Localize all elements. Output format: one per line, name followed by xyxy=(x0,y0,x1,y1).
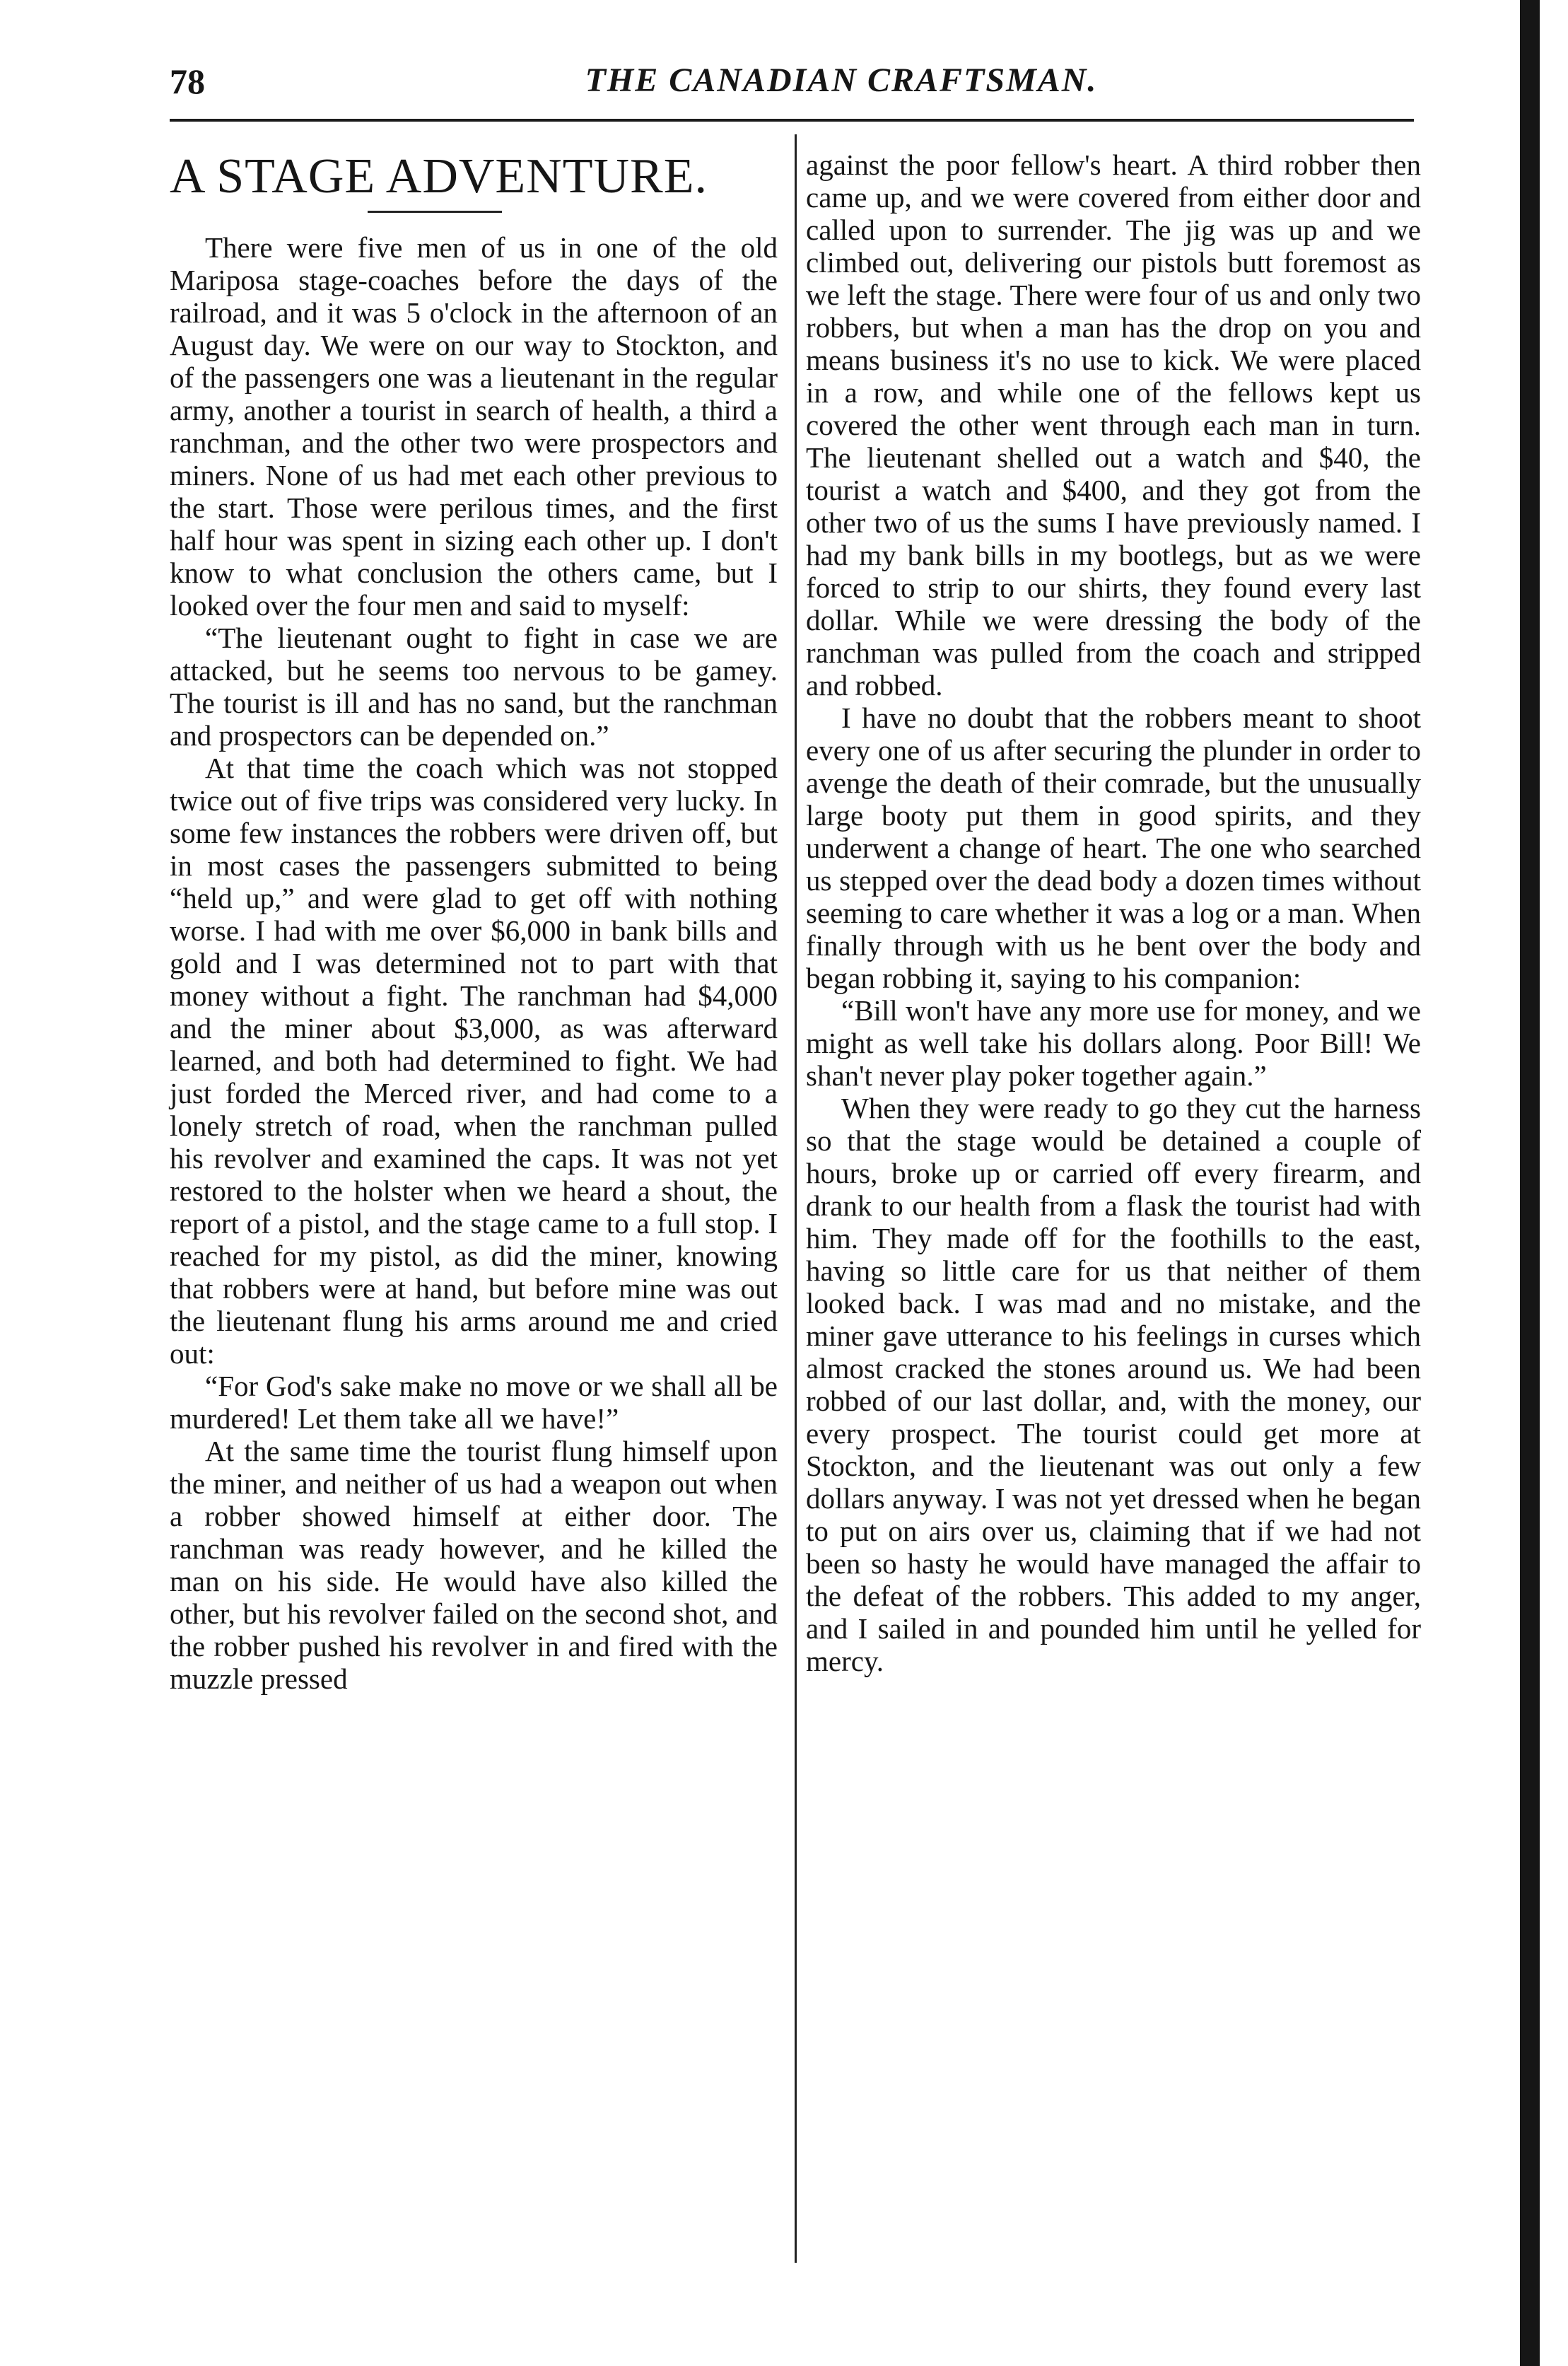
page-number: 78 xyxy=(170,62,205,101)
left-column xyxy=(170,148,778,1695)
paragraph: There were five men of us in one of the old Mariposa stage-coaches before the days of the railroad, and it was 5 o'clock in the afternoon of an August day. We were on our way to Stockton, and of the passengers one was a lieutenant in the regular army, another a tourist in search of health, a third a ranchman, and the other two were prospectors and miners. None of us had met each other previous to the start. Those were perilous times, and the first half hour was spent in sizing each other up. I don't know to what conclusion the others came, but I looked over the four men and said to myself: xyxy=(170,231,778,622)
right-column xyxy=(806,148,1421,1677)
paragraph: At that time the coach which was not stopped twice out of five trips was considered very lucky. In some few instances the robbers were driven off, but in most cases the passengers submitted to being “held up,” and were glad to get off with nothing worse. I had with me over $6,000 in bank bills and gold and I was determined not to part with that money without a fight. The ranchman had $4,000 and the miner about $3,000, as was afterward learned, and both had determined to fight. We had just forded the Merced river, and had come to a lonely stretch of road, when the ranchman pulled his revolver and examined the caps. It was not yet restored to the holster when we heard a shout, the report of a pistol, and the stage came to a full stop. I reached for my pistol, as did the miner, knowing that robbers were at hand, but before mine was out the lieutenant flung his arms around me and cried out: xyxy=(170,752,778,1370)
page-binding-edge xyxy=(1520,0,1540,2366)
paragraph: At the same time the tourist flung himself upon the miner, and neither of us had a weapon out when a robber showed himself at either door. The ranchman was ready however, and he killed the man on his side. He would have also killed the other, but his revolver failed on the second shot, and the robber pushed his revolver in and fired with the muzzle pressed xyxy=(170,1435,778,1695)
page-header xyxy=(170,61,1422,110)
paragraph: When they were ready to go they cut the harness so that the stage would be detained a couple of hours, broke up or carried off every firearm, and drank to our health from a flask the tourist had with him. They made off for the foothills to the east, having so little care for us that neither of them looked back. I was mad and no mistake, and the miner gave utterance to his feelings in curses which almost cracked the stones around us. We had been robbed of our last dollar, and, with the money, our every prospect. The tourist could get more at Stockton, and the lieutenant was out only a few dollars anyway. I was not yet dressed when he began to put on airs over us, claiming that if we had not been so hasty he would have managed the affair to the defeat of the robbers. This added to my anger, and I sailed in and pounded him until he yelled for mercy. xyxy=(806,1092,1421,1677)
article-title: A STAGE ADVENTURE. xyxy=(170,149,708,204)
running-title: THE CANADIAN CRAFTSMAN. xyxy=(585,62,1098,99)
paragraph: “The lieutenant ought to fight in case we are attacked, but he seems too nervous to be gamey. The tourist is ill and has no sand, but the ranchman and prospectors can be depended on.” xyxy=(170,622,778,752)
paragraph-continued: against the poor fellow's heart. A third robber then came up, and we were covered from either door and called upon to surrender. The jig was up and we climbed out, delivering our pistols butt foremost as we left the stage. There were four of us and only two robbers, but when a man has the drop on you and means business it's no use to kick. We were placed in a row, and while one of the fellows kept us covered the other went through each man in turn. The lieutenant shelled out a watch and $40, the tourist a watch and $400, and they got from the other two of us the sums I have previously named. I had my bank bills in my bootlegs, but as we were forced to strip to our shirts, they found every last dollar. While we were dressing the body of the ranchman was pulled from the coach and stripped and robbed. xyxy=(806,148,1421,701)
paragraph: “Bill won't have any more use for money, and we might as well take his dollars along. Poor Bill! We shan't never play poker together again.” xyxy=(806,994,1421,1092)
paragraph: I have no doubt that the robbers meant to shoot every one of us after securing the plunder in order to avenge the death of their comrade, but the unusually large booty put them in good spirits, and they underwent a change of heart. The one who searched us stepped over the dead body a dozen times without seeming to care whether it was a log or a man. When finally through with us he bent over the body and began robbing it, saying to his companion: xyxy=(806,701,1421,994)
header-rule xyxy=(170,119,1414,122)
paragraph: “For God's sake make no move or we shall all be murdered! Let them take all we have!” xyxy=(170,1370,778,1435)
title-rule xyxy=(368,211,502,213)
column-divider xyxy=(795,134,797,2263)
